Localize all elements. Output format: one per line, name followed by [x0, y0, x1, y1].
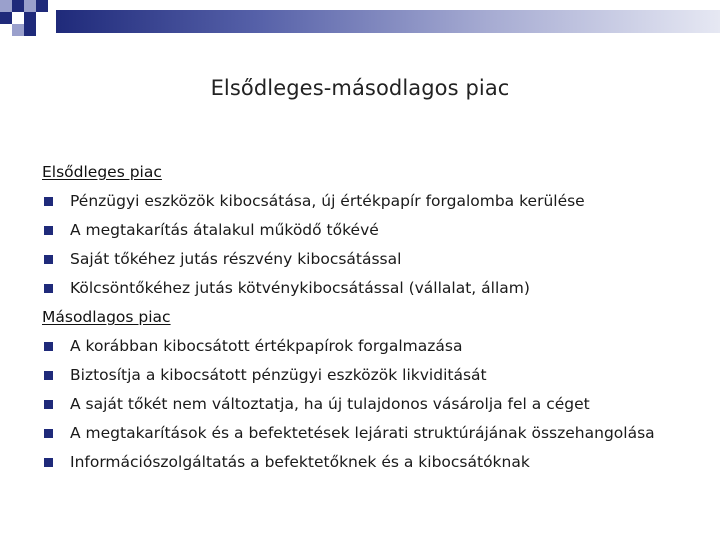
- list-item-text: A saját tőkét nem változtatja, ha új tulajdonos vásárolja fel a céget: [70, 395, 590, 413]
- slide-content: [42, 158, 712, 477]
- decor-square: [12, 24, 24, 36]
- list-item: [42, 245, 712, 274]
- list-item: [42, 419, 712, 448]
- list-item: [42, 216, 712, 245]
- decor-square: [0, 0, 12, 12]
- bullet-square-icon: [44, 226, 53, 235]
- bullet-square-icon: [44, 400, 53, 409]
- list-item-text: Információszolgáltatás a befektetőknek és a kibocsátóknak: [70, 453, 530, 471]
- list-item: [42, 274, 712, 303]
- bullet-square-icon: [44, 284, 53, 293]
- list-item: [42, 187, 712, 216]
- bullet-square-icon: [44, 458, 53, 467]
- list-item-text: Saját tőkéhez jutás részvény kibocsátással: [70, 250, 402, 268]
- slide-title: Elsődleges-másodlagos piac: [210, 76, 510, 100]
- header-gradient-bar: [56, 10, 720, 33]
- list-item-text: Pénzügyi eszközök kibocsátása, új értékpapír forgalomba kerülése: [70, 192, 585, 210]
- list-item-text: Kölcsöntőkéhez jutás kötvénykibocsátással (vállalat, állam): [70, 279, 530, 297]
- decor-square: [0, 12, 12, 24]
- header-decoration: [0, 0, 720, 46]
- decor-square: [36, 0, 48, 12]
- list-item: [42, 361, 712, 390]
- list-item-text: Biztosítja a kibocsátott pénzügyi eszközök likviditását: [70, 366, 487, 384]
- bullet-square-icon: [44, 371, 53, 380]
- list-item-text: A korábban kibocsátott értékpapírok forgalmazása: [70, 337, 463, 355]
- bullet-square-icon: [44, 197, 53, 206]
- list-item: [42, 390, 712, 419]
- list-item: [42, 332, 712, 361]
- decor-square: [12, 12, 24, 24]
- section-heading-primary-market: Elsődleges piac: [42, 163, 162, 181]
- section-heading-secondary-market: Másodlagos piac: [42, 308, 171, 326]
- bullet-square-icon: [44, 255, 53, 264]
- decor-square: [12, 0, 24, 12]
- decor-square: [24, 12, 36, 24]
- bullet-square-icon: [44, 342, 53, 351]
- decor-square: [24, 24, 36, 36]
- bullet-square-icon: [44, 429, 53, 438]
- list-item-text: A megtakarítás átalakul működő tőkévé: [70, 221, 379, 239]
- list-item: [42, 448, 712, 477]
- decor-square: [24, 0, 36, 12]
- list-item-text: A megtakarítások és a befektetések lejárati struktúrájának összehangolása: [70, 424, 655, 442]
